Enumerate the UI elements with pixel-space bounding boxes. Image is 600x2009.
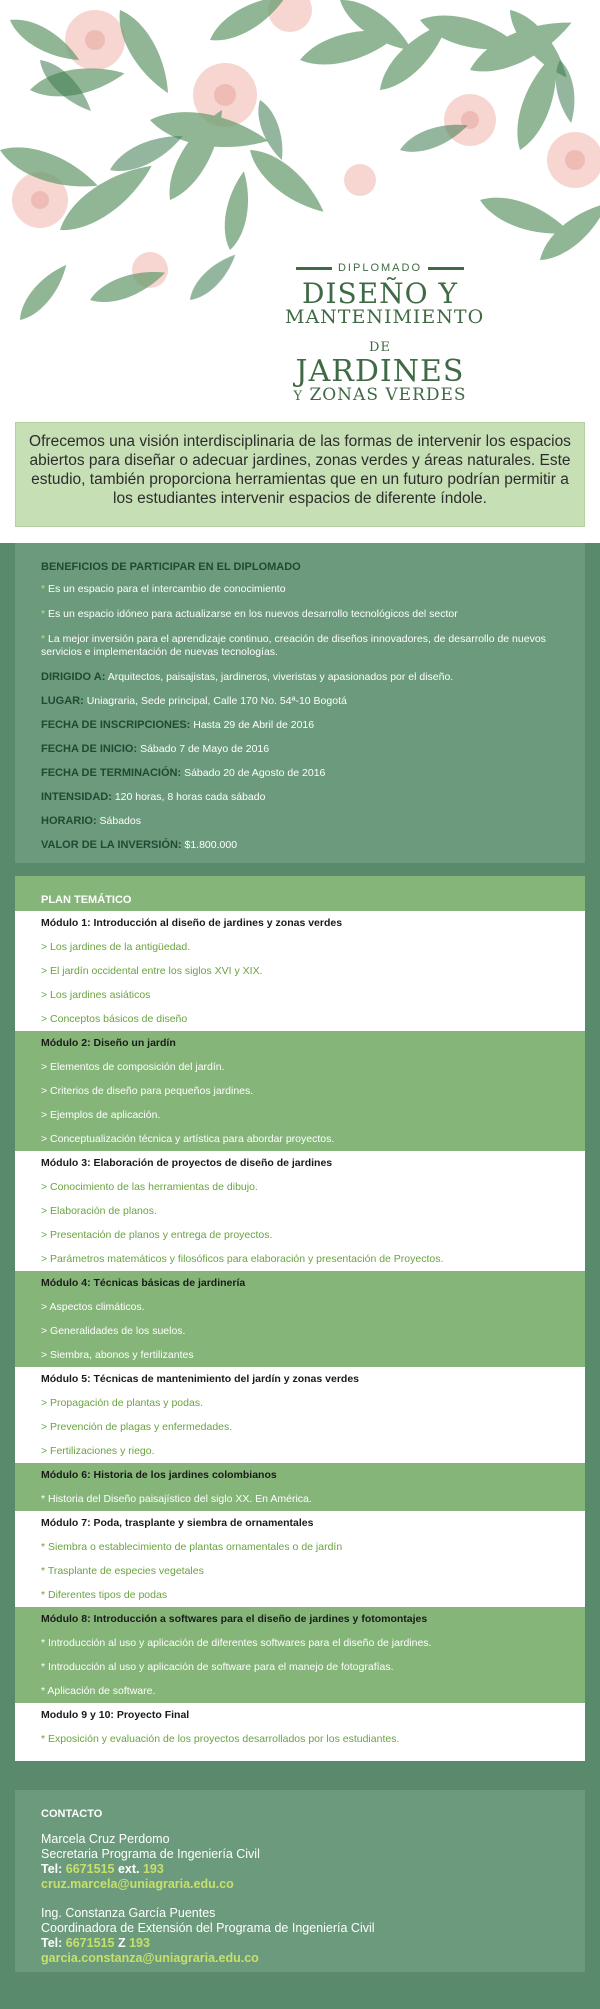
module-item: > Conceptos básicos de diseño xyxy=(41,1013,188,1025)
module-item: * Aplicación de software. xyxy=(41,1685,156,1697)
diplomado-label-row xyxy=(285,262,475,274)
title-line-4-prefix: Y xyxy=(293,389,304,404)
module-title: Modulo 9 y 10: Proyecto Final xyxy=(41,1709,190,1721)
field-value: Hasta 29 de Abril de 2016 xyxy=(193,719,315,731)
contact-1-name: Marcela Cruz Perdomo xyxy=(41,1832,170,1846)
module-title: Módulo 2: Diseño un jardín xyxy=(41,1037,176,1049)
benefit-text: La mejor inversión para el aprendizaje continuo, creación de diseños innovadores, de desarrollo de nuevos servicios e implementación de nuevas tecnologías. xyxy=(41,633,546,658)
module-item: > Conceptualización técnica y artística para abordar proyectos. xyxy=(41,1133,335,1145)
module-title: Módulo 3: Elaboración de proyectos de diseño de jardines xyxy=(41,1157,333,1169)
field-value: 120 horas, 8 horas cada sábado xyxy=(114,791,266,803)
field-label: VALOR DE LA INVERSIÓN: xyxy=(41,839,182,851)
contact-2-role: Coordinadora de Extensión del Programa de Ingeniería Civil xyxy=(41,1921,375,1935)
module-2 xyxy=(15,1031,585,1151)
ext-number: 193 xyxy=(129,1936,150,1950)
module-7 xyxy=(15,1511,585,1607)
module-item: > Conocimiento de las herramientas de dibujo. xyxy=(41,1181,258,1193)
module-1 xyxy=(15,911,585,1031)
benefit-item xyxy=(41,633,559,659)
module-title: Módulo 8: Introducción a softwares para el diseño de jardines y fotomontajes xyxy=(41,1613,428,1625)
title-line-3-prefix: DE xyxy=(369,340,391,355)
benefits-title: BENEFICIOS DE PARTICIPAR EN EL DIPLOMADO xyxy=(41,561,301,573)
module-item: * Historia del Diseño paisajístico del siglo XX. En América. xyxy=(41,1493,312,1505)
benefit-item xyxy=(41,608,559,621)
field-horario xyxy=(41,815,559,828)
module-item: * Exposición y evaluación de los proyectos desarrollados por los estudiantes. xyxy=(41,1733,400,1745)
field-label: DIRIGIDO A: xyxy=(41,671,106,683)
divider-left xyxy=(296,267,332,270)
contact-title: CONTACTO xyxy=(41,1808,103,1820)
star-icon: * xyxy=(41,608,46,620)
benefit-item xyxy=(41,583,559,596)
contact-1-email[interactable]: cruz.marcela@uniagraria.edu.co xyxy=(41,1877,234,1891)
tel-label: Tel: xyxy=(41,1936,63,1950)
field-intensidad xyxy=(41,791,559,804)
star-icon: * xyxy=(41,633,46,645)
diplomado-title-block xyxy=(285,262,485,426)
module-item: > Ejemplos de aplicación. xyxy=(41,1109,161,1121)
title-line-4-main: ZONAS VERDES xyxy=(309,385,467,405)
ext-label: ext. xyxy=(117,1862,140,1876)
module-6 xyxy=(15,1463,585,1511)
plan-tematico-panel xyxy=(15,876,585,1754)
module-item: > Presentación de planos y entrega de proyectos. xyxy=(41,1229,273,1241)
module-title: Módulo 7: Poda, trasplante y siembra de ornamentales xyxy=(41,1517,314,1529)
contact-2-phone xyxy=(41,1936,559,1951)
intro-section xyxy=(0,410,600,543)
module-item: > Parámetros matemáticos y filosóficos para elaboración y presentación de Proyectos. xyxy=(41,1253,444,1265)
benefit-text: Es un espacio idóneo para actualizarse en los nuevos desarrollo tecnológicos del sector xyxy=(48,608,458,620)
field-value: Sábado 7 de Mayo de 2016 xyxy=(140,743,270,755)
ext-label: Z xyxy=(117,1936,126,1950)
module-item: * Trasplante de especies vegetales xyxy=(41,1565,204,1577)
module-item: * Introducción al uso y aplicación de software para el manejo de fotografías. xyxy=(41,1661,394,1673)
module-title: Módulo 4: Técnicas básicas de jardinería xyxy=(41,1277,246,1289)
field-label: FECHA DE TERMINACIÓN: xyxy=(41,767,182,779)
field-inversion xyxy=(41,839,559,852)
title-line-3 xyxy=(285,327,475,387)
contact-1-phone xyxy=(41,1862,559,1877)
module-item: > Elementos de composición del jardín. xyxy=(41,1061,225,1073)
module-item: > Prevención de plagas y enfermedades. xyxy=(41,1421,233,1433)
module-item: * Diferentes tipos de podas xyxy=(41,1589,168,1601)
contact-2-name: Ing. Constanza García Puentes xyxy=(41,1906,216,1920)
field-lugar xyxy=(41,695,559,708)
hero-banner xyxy=(0,0,600,410)
contact-1-role: Secretaria Programa de Ingeniería Civil xyxy=(41,1847,260,1861)
module-title: Módulo 1: Introducción al diseño de jardines y zonas verdes xyxy=(41,917,343,929)
field-inscripciones xyxy=(41,719,559,732)
module-item: > El jardín occidental entre los siglos XVI y XIX. xyxy=(41,965,263,977)
field-label: LUGAR: xyxy=(41,695,84,707)
diplomado-label: DIPLOMADO xyxy=(337,262,422,274)
benefit-text: Es un espacio para el intercambio de conocimiento xyxy=(48,583,286,595)
module-item: > Elaboración de planos. xyxy=(41,1205,157,1217)
module-5 xyxy=(15,1367,585,1463)
field-inicio xyxy=(41,743,559,756)
star-icon: * xyxy=(41,583,46,595)
field-label: FECHA DE INSCRIPCIONES: xyxy=(41,719,191,731)
module-item: > Siembra, abonos y fertilizantes xyxy=(41,1349,194,1361)
field-value: Arquitectos, paisajistas, jardineros, viveristas y apasionados por el diseño. xyxy=(107,671,454,683)
tel-number: 6671515 xyxy=(65,1862,115,1876)
ext-number: 193 xyxy=(142,1862,164,1876)
module-title: Módulo 6: Historia de los jardines colombianos xyxy=(41,1469,277,1481)
module-item: * Introducción al uso y aplicación de diferentes softwares para el diseño de jardines. xyxy=(41,1637,432,1649)
module-item: > Aspectos climáticos. xyxy=(41,1301,145,1313)
title-line-2: MANTENIMIENTO xyxy=(285,306,485,328)
benefits-panel xyxy=(15,543,585,863)
module-8 xyxy=(15,1607,585,1703)
module-item: * Siembra o establecimiento de plantas ornamentales o de jardín xyxy=(41,1541,343,1553)
title-line-4 xyxy=(285,387,475,404)
module-item: > Generalidades de los suelos. xyxy=(41,1325,186,1337)
intro-text: Ofrecemos una visión interdisciplinaria de las formas de intervenir los espacios abiertos para diseñar o adecuar jardines, zonas verdes y áreas naturales. Este estudio, también proporciona herramientas que en un futuro podrían permitir a los estudiantes intervenir espacios de diferente índole. xyxy=(15,422,585,527)
module-3 xyxy=(15,1151,585,1271)
field-dirigido xyxy=(41,671,559,684)
plan-title: PLAN TEMÁTICO xyxy=(41,894,132,906)
contact-panel xyxy=(15,1790,585,1972)
title-line-1: DISEÑO Y xyxy=(302,277,458,310)
field-value: Sábado 20 de Agosto de 2016 xyxy=(184,767,326,779)
module-item: > Criterios de diseño para pequeños jardines. xyxy=(41,1085,254,1097)
module-item: > Los jardines de la antigüedad. xyxy=(41,941,191,953)
field-value: Uniagraria, Sede principal, Calle 170 No. 54ª-10 Bogotá xyxy=(86,695,347,707)
field-label: FECHA DE INICIO: xyxy=(41,743,138,755)
module-9-10 xyxy=(15,1703,585,1761)
field-terminacion xyxy=(41,767,559,780)
field-value: $1.800.000 xyxy=(184,839,238,851)
module-item: > Los jardines asiáticos xyxy=(41,989,151,1001)
field-value: Sábados xyxy=(99,815,141,827)
contact-2-email[interactable]: garcia.constanza@uniagraria.edu.co xyxy=(41,1951,259,1965)
title-line-3-main: JARDINES xyxy=(295,354,465,389)
module-item: > Fertilizaciones y riego. xyxy=(41,1445,155,1457)
tel-label: Tel: xyxy=(41,1862,63,1876)
tel-number: 6671515 xyxy=(65,1936,115,1950)
module-item: > Propagación de plantas y podas. xyxy=(41,1397,203,1409)
divider-right xyxy=(428,267,464,270)
field-label: HORARIO: xyxy=(41,815,97,827)
field-label: INTENSIDAD: xyxy=(41,791,112,803)
module-4 xyxy=(15,1271,585,1367)
module-title: Módulo 5: Técnicas de mantenimiento del jardín y zonas verdes xyxy=(41,1373,359,1385)
